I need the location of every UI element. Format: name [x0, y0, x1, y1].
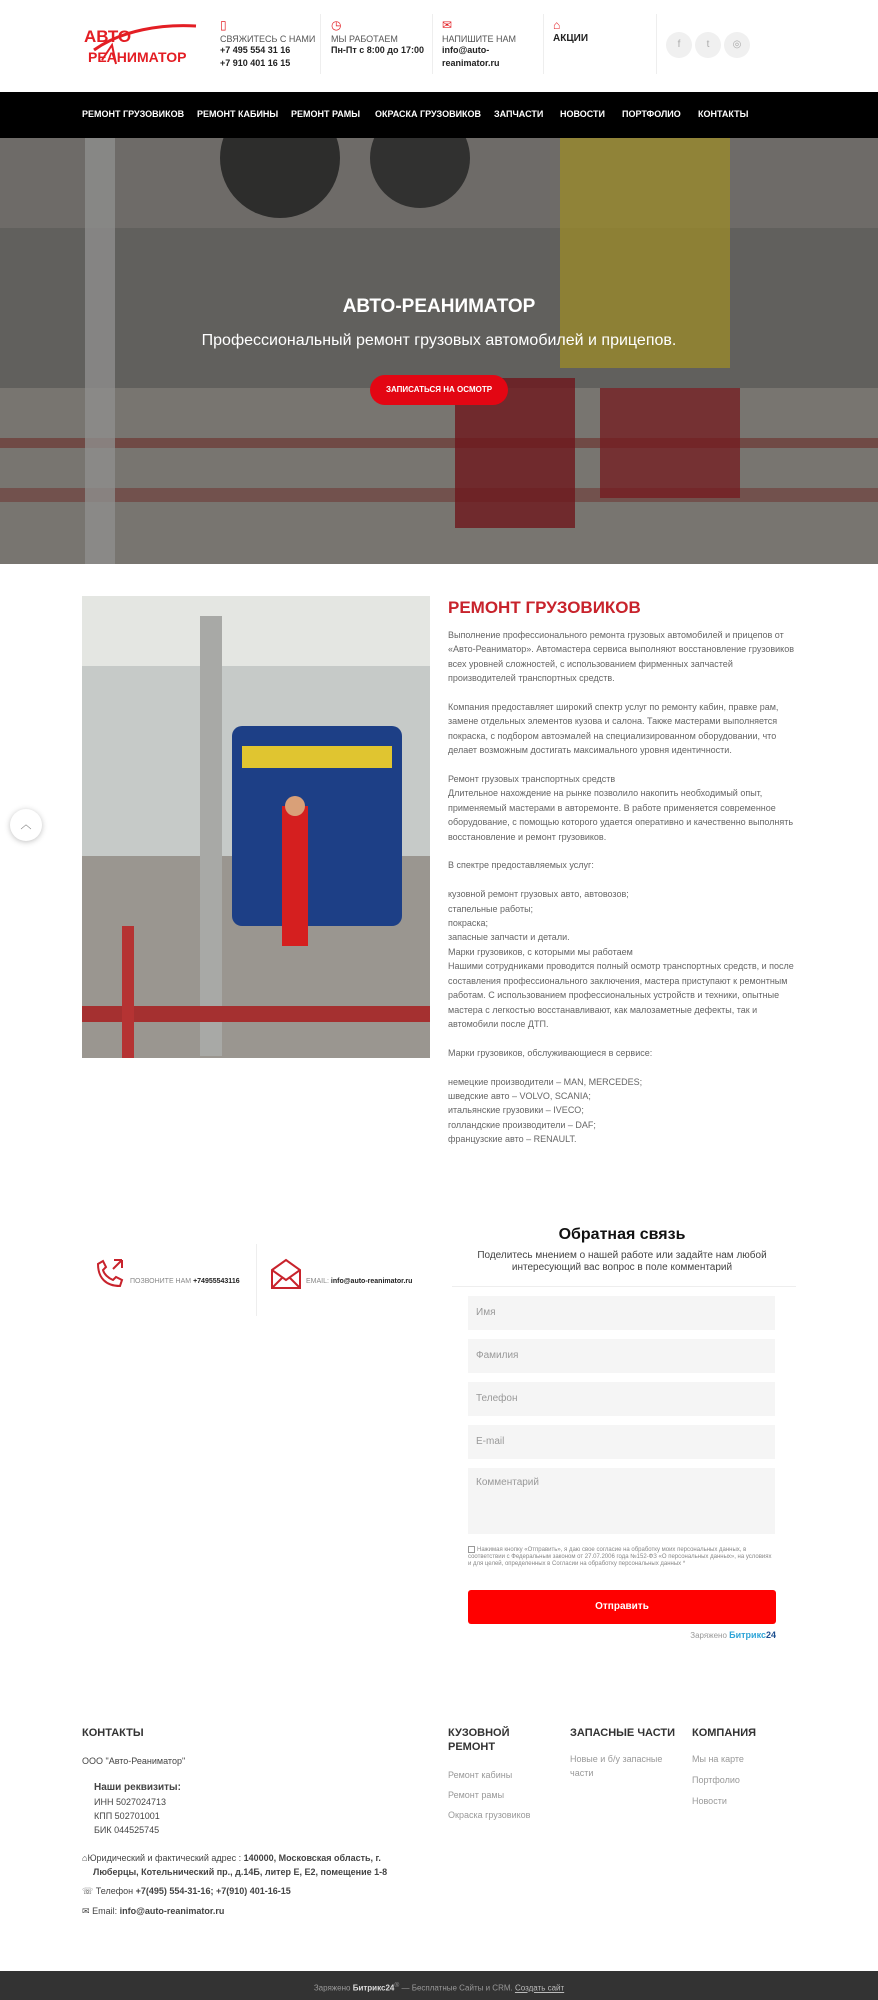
- hero-banner: [0, 138, 878, 564]
- about-paragraph: Марки грузовиков, обслуживающиеся в сервисе:: [448, 1047, 653, 1058]
- header-divider: [656, 14, 657, 74]
- bottom-middle: — Бесплатные Сайты и CRM.: [399, 1983, 515, 1993]
- submit-button[interactable]: Отправить: [468, 1590, 776, 1624]
- footer-link-news[interactable]: Новости: [692, 1796, 727, 1806]
- header-divider: [543, 14, 544, 74]
- phone-1[interactable]: +7 495 554 31 16: [220, 45, 291, 55]
- footer-link-parts[interactable]: [570, 1752, 662, 1780]
- feedback-divider: [452, 1286, 796, 1287]
- about-paragraph: Компания предоставляет широкий спектр услуг по ремонту кабин, правке рам, замене отдельных элементов кузова и салона. Также мастерами выполняется покраска, с подбором автоэмалей на специализированном оборудовании, что делает возможным достигать максимального уровня идентичности.: [448, 702, 779, 756]
- about-paragraph: стапельные работы;: [448, 903, 534, 914]
- contact-label: СВЯЖИТЕСЬ С НАМИ: [220, 34, 316, 44]
- footer-address: [82, 1851, 422, 1879]
- header-hours: [331, 18, 424, 78]
- consent-text: Нажимая кнопку «Отправить», я даю свое согласие на обработку моих персональных данных, в соответствии с Федеральным законом от 27.07.2006 года №152-ФЗ «О персональных данных», на условиях и для целей, определенных в Согласии на обработку персональных данных *: [468, 1547, 772, 1568]
- feedback-subtitle: Поделитесь мнением о нашей работе или задайте нам любой интересующий вас вопрос в поле комментарий: [477, 1250, 767, 1273]
- contact-divider: [256, 1244, 257, 1316]
- footer-email: [82, 1904, 224, 1918]
- footer-contacts-title: КОНТАКТЫ: [82, 1727, 144, 1739]
- footer-body-repair-title-1: КУЗОВНОЙ: [448, 1727, 510, 1739]
- hours-label: МЫ РАБОТАЕМ: [331, 34, 398, 44]
- footer-body-repair-title: [448, 1726, 509, 1754]
- header-email: [442, 18, 516, 78]
- about-paragraph: кузовной ремонт грузовых авто, автовозов;: [448, 889, 629, 900]
- logo-text-bottom: РЕАНИМАТОР: [88, 49, 187, 65]
- about-paragraph: голландские производители – DAF;: [448, 1119, 596, 1130]
- truck-repair-title: РЕМОНТ ГРУЗОВИКОВ: [448, 598, 641, 617]
- footer-address-1: 140000, Московская область, г.: [243, 1853, 381, 1863]
- envelope-icon: ✉: [442, 18, 453, 32]
- footer-body-repair-title-2: РЕМОНТ: [448, 1741, 496, 1753]
- bitrix-powered[interactable]: [628, 1630, 776, 1640]
- email-us-value[interactable]: info@auto-reanimator.ru: [330, 1278, 413, 1285]
- logo-graphic: [82, 20, 198, 70]
- header-divider: [320, 14, 321, 74]
- footer-phone-label: Телефон: [95, 1886, 134, 1896]
- nav-item-frame-repair[interactable]: РЕМОНТ РАМЫ: [291, 109, 361, 119]
- about-paragraph: запасные запчасти и детали.: [448, 932, 570, 943]
- footer-phone: [82, 1884, 291, 1898]
- truck-cabin-image: [82, 596, 430, 1058]
- call-us-text: [130, 1278, 240, 1285]
- footer-company-title: КОМПАНИЯ: [692, 1727, 757, 1739]
- site-logo[interactable]: [82, 20, 198, 70]
- call-us-phone[interactable]: +74955543116: [193, 1278, 240, 1285]
- about-paragraph: французские авто – RENAULT.: [448, 1134, 577, 1145]
- email-line-1[interactable]: info@auto-: [442, 45, 490, 55]
- email-us-box: [258, 1244, 428, 1322]
- footer-email-value[interactable]: info@auto-reanimator.ru: [119, 1906, 225, 1916]
- nav-item-news[interactable]: НОВОСТИ: [560, 109, 606, 119]
- create-site-link[interactable]: Создать сайт: [514, 1983, 565, 1993]
- nav-item-truck-repair[interactable]: РЕМОНТ ГРУЗОВИКОВ: [82, 109, 185, 119]
- nav-item-parts[interactable]: ЗАПЧАСТИ: [494, 109, 544, 119]
- chevron-up-icon: ︿: [20, 819, 32, 831]
- footer-parts-title: ЗАПАСНЫЕ ЧАСТИ: [570, 1727, 676, 1739]
- about-paragraph: [448, 686, 798, 700]
- consent-checkbox[interactable]: [468, 1546, 475, 1553]
- email-line-2[interactable]: reanimator.ru: [442, 58, 500, 68]
- email-label: НАПИШИТЕ НАМ: [442, 34, 517, 44]
- powered-label: Заряжено: [690, 1631, 727, 1640]
- footer-link-portfolio[interactable]: Портфолио: [692, 1775, 740, 1785]
- phone-icon: ☏: [82, 1886, 94, 1896]
- comment-textarea[interactable]: Комментарий: [468, 1468, 775, 1534]
- nav-item-cabin-repair[interactable]: РЕМОНТ КАБИНЫ: [197, 109, 279, 119]
- bottom-prefix: Заряжено: [313, 1983, 351, 1993]
- envelope-open-icon: [268, 1256, 304, 1292]
- email-us-label: EMAIL: [306, 1278, 328, 1285]
- email-us-text: EMAIL: info@auto-reanimator.ru: [306, 1278, 413, 1285]
- phone-input[interactable]: Телефон: [468, 1382, 775, 1416]
- logo-text-top: АВТО: [84, 27, 132, 46]
- about-paragraph: покраска;: [448, 918, 488, 929]
- powered-brand: Битрикс: [729, 1630, 766, 1640]
- about-paragraph: Ремонт грузовых транспортных средств: [448, 774, 616, 785]
- bottom-bar: [0, 1971, 878, 2000]
- nav-item-contacts[interactable]: КОНТАКТЫ: [698, 109, 749, 119]
- feedback-title: Обратная связь: [558, 1226, 686, 1243]
- about-paragraph: Выполнение профессионального ремонта грузовых автомобилей и прицепов от «Авто-Реаниматор». Автомастера сервиса выполняют восстановление грузовиков всех уровней сложностей, с использованием фирменных запчастей производителей транспортных средств.: [448, 630, 795, 684]
- footer-link-map[interactable]: Мы на карте: [692, 1754, 744, 1764]
- hero-subtitle: Профессиональный ремонт грузовых автомобилей и прицепов.: [201, 332, 677, 349]
- nav-item-portfolio[interactable]: ПОРТФОЛИО: [622, 109, 681, 119]
- header-contact: [220, 18, 315, 78]
- phone-call-icon: [92, 1256, 128, 1292]
- email-input[interactable]: E-mail: [468, 1425, 775, 1459]
- truck-repair-text: [448, 628, 798, 1147]
- footer-requisites-title: Наши реквизиты:: [94, 1782, 181, 1793]
- powered-num: 24: [765, 1630, 776, 1640]
- about-paragraph: [448, 758, 798, 772]
- home-icon: ⌂: [82, 1853, 88, 1863]
- bottom-brand: Битрикс24: [352, 1983, 395, 1993]
- about-paragraph: [448, 1060, 798, 1074]
- nav-item-truck-painting[interactable]: ОКРАСКА ГРУЗОВИКОВ: [375, 109, 482, 119]
- about-paragraph: [448, 1031, 798, 1045]
- hours-value: Пн-Пт с 8:00 до 17:00: [331, 45, 425, 55]
- promo-label[interactable]: АКЦИИ: [553, 33, 589, 44]
- footer-company-name: ООО "Авто-Реаниматор": [82, 1756, 186, 1766]
- footer-bik: БИК 044525745: [94, 1825, 160, 1835]
- truck-cabin-photo: [82, 596, 430, 1058]
- footer-email-label: Email:: [92, 1906, 118, 1916]
- about-paragraph: итальянские грузовики – IVECO;: [448, 1105, 584, 1116]
- footer-link-painting[interactable]: Окраска грузовиков: [448, 1810, 531, 1820]
- tag-icon: ⌂: [553, 18, 561, 32]
- footer-link-parts-2: части: [570, 1768, 594, 1778]
- first-name-input[interactable]: Имя: [468, 1296, 775, 1330]
- book-inspection-button[interactable]: ЗАПИСАТЬСЯ НА ОСМОТР: [370, 375, 508, 405]
- last-name-input[interactable]: Фамилия: [468, 1339, 775, 1373]
- footer-link-parts-1: Новые и б/у запасные: [570, 1754, 663, 1764]
- envelope-icon: ✉: [82, 1906, 90, 1916]
- instagram-icon[interactable]: ◎: [724, 32, 750, 58]
- bottom-reg: ®: [394, 1982, 400, 1989]
- scroll-up-button[interactable]: [10, 809, 42, 841]
- header-promo[interactable]: [553, 18, 588, 78]
- clock-icon: ◷: [331, 18, 342, 32]
- about-paragraph: Нашими сотрудниками проводится полный осмотр транспортных средств, и после составления профессионального заключения, мастера приступают к ремонтным работам. С использованием профессиональных устройств и техники, опытные мастера с легкостью восстанавливают, как малозаметные дефекты, так и автомобили после ДТП.: [448, 961, 794, 1029]
- about-paragraph: шведские авто – VOLVO, SCANIA;: [448, 1090, 591, 1101]
- hero-background-image: [0, 138, 878, 564]
- about-paragraph: немецкие производители – MAN, MERCEDES;: [448, 1076, 643, 1087]
- site-header: [0, 0, 878, 92]
- footer-phone-value[interactable]: +7(495) 554-31-16; +7(910) 401-16-15: [135, 1886, 291, 1896]
- footer-address-label: Юридический и фактический адрес :: [87, 1853, 242, 1863]
- footer-link-cabin[interactable]: Ремонт кабины: [448, 1770, 513, 1780]
- main-nav: [0, 92, 878, 138]
- call-us-label: ПОЗВОНИТЕ НАМ: [130, 1278, 192, 1285]
- about-paragraph: Марки грузовиков, с которыми мы работаем: [448, 946, 633, 957]
- about-paragraph: Длительное нахождение на рынке позволило накопить необходимый опыт, применяемый мастерами в авторемонте. В работе применяется современное оборудование, с помощью которого удается оперативно и качественно выполнять восстановление и ремонт грузовиков.: [448, 788, 794, 842]
- consent-block: [468, 1546, 775, 1568]
- call-us-box: [82, 1244, 254, 1322]
- footer-address-2: Люберцы, Котельнический пр., д.14Б, литер Е, Е2, помещение 1-8: [93, 1867, 388, 1877]
- about-paragraph: В спектре предоставляемых услуг:: [448, 860, 594, 871]
- hero-title: АВТО-РЕАНИМАТОР: [342, 296, 536, 317]
- header-divider: [432, 14, 433, 74]
- about-paragraph: [448, 844, 798, 858]
- twitter-icon[interactable]: t: [695, 32, 721, 58]
- facebook-icon[interactable]: f: [666, 32, 692, 58]
- footer-kpp: КПП 502701001: [94, 1811, 160, 1821]
- phone-2[interactable]: +7 910 401 16 15: [220, 58, 291, 68]
- about-paragraph: [448, 873, 798, 887]
- footer-link-frame[interactable]: Ремонт рамы: [448, 1790, 505, 1800]
- footer-inn: ИНН 5027024713: [94, 1797, 167, 1807]
- phone-icon: ▯: [220, 18, 227, 32]
